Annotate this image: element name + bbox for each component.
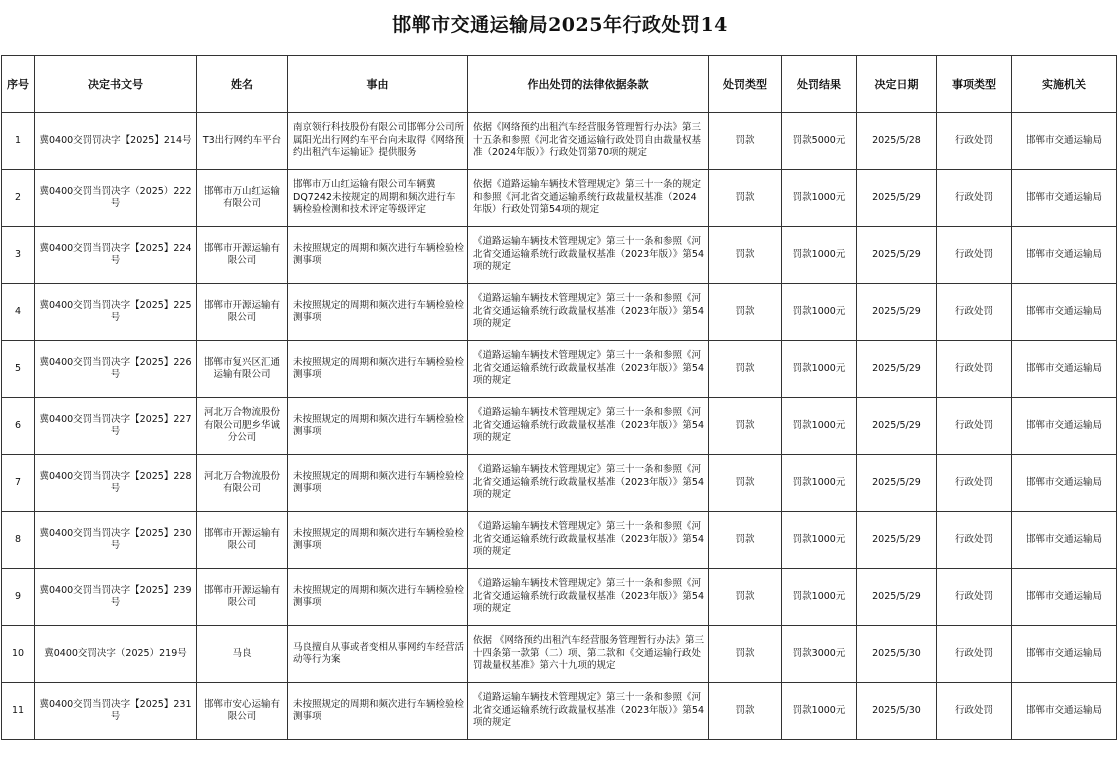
table-row	[2, 341, 1117, 398]
header-legal-basis: 作出处罚的法律依据条款	[468, 56, 709, 113]
penalty-table	[1, 55, 1117, 740]
cell-seq: 8	[2, 512, 35, 569]
cell-penalty-type: 罚款	[709, 455, 782, 512]
cell-seq: 7	[2, 455, 35, 512]
cell-legal-basis: 《道路运输车辆技术管理规定》第三十一条和参照《河北省交通运输系统行政裁量权基准（2023年版）》第54项的规定	[468, 569, 709, 626]
cell-doc-number: 冀0400交罚决字（2025）219号	[35, 626, 197, 683]
cell-penalty-type: 罚款	[709, 398, 782, 455]
cell-agency: 邯郸市交通运输局	[1012, 398, 1117, 455]
cell-agency: 邯郸市交通运输局	[1012, 455, 1117, 512]
cell-penalty-type: 罚款	[709, 170, 782, 227]
header-seq: 序号	[2, 56, 35, 113]
cell-agency: 邯郸市交通运输局	[1012, 683, 1117, 740]
table-row	[2, 569, 1117, 626]
cell-penalty-type: 罚款	[709, 284, 782, 341]
cell-name: T3出行网约车平台	[197, 113, 288, 170]
cell-reason: 未按照规定的周期和频次进行车辆检验检测事项	[288, 398, 468, 455]
cell-reason: 未按照规定的周期和频次进行车辆检验检测事项	[288, 341, 468, 398]
cell-matter-type: 行政处罚	[937, 569, 1012, 626]
cell-decision-date: 2025/5/28	[857, 113, 937, 170]
cell-matter-type: 行政处罚	[937, 512, 1012, 569]
cell-name: 邯郸市安心运输有限公司	[197, 683, 288, 740]
cell-doc-number: 冀0400交罚当罚决字【2025】230号	[35, 512, 197, 569]
cell-reason: 邯郸市万山红运输有限公司车辆冀DQ7242未按规定的周期和频次进行车辆检验检测和技术评定等级评定	[288, 170, 468, 227]
header-reason: 事由	[288, 56, 468, 113]
cell-penalty-type: 罚款	[709, 341, 782, 398]
cell-seq: 5	[2, 341, 35, 398]
cell-decision-date: 2025/5/30	[857, 626, 937, 683]
table-row	[2, 683, 1117, 740]
cell-name: 河北万合物流股份有限公司肥乡华诚分公司	[197, 398, 288, 455]
cell-seq: 10	[2, 626, 35, 683]
cell-decision-date: 2025/5/29	[857, 398, 937, 455]
cell-legal-basis: 《道路运输车辆技术管理规定》第三十一条和参照《河北省交通运输系统行政裁量权基准（2023年版）》第54项的规定	[468, 455, 709, 512]
cell-penalty-result: 罚款1000元	[782, 398, 857, 455]
cell-seq: 4	[2, 284, 35, 341]
cell-reason: 未按照规定的周期和频次进行车辆检验检测事项	[288, 683, 468, 740]
cell-penalty-result: 罚款5000元	[782, 113, 857, 170]
cell-decision-date: 2025/5/29	[857, 455, 937, 512]
cell-doc-number: 冀0400交罚当罚决字【2025】224号	[35, 227, 197, 284]
table-row	[2, 455, 1117, 512]
cell-penalty-result: 罚款1000元	[782, 227, 857, 284]
cell-matter-type: 行政处罚	[937, 227, 1012, 284]
cell-doc-number: 冀0400交罚当罚决字【2025】225号	[35, 284, 197, 341]
cell-decision-date: 2025/5/30	[857, 683, 937, 740]
cell-agency: 邯郸市交通运输局	[1012, 341, 1117, 398]
cell-decision-date: 2025/5/29	[857, 512, 937, 569]
cell-legal-basis: 《道路运输车辆技术管理规定》第三十一条和参照《河北省交通运输系统行政裁量权基准（2023年版）》第54项的规定	[468, 341, 709, 398]
cell-seq: 3	[2, 227, 35, 284]
cell-name: 邯郸市开源运输有限公司	[197, 512, 288, 569]
cell-matter-type: 行政处罚	[937, 683, 1012, 740]
cell-penalty-result: 罚款1000元	[782, 284, 857, 341]
cell-doc-number: 冀0400交罚罚决字【2025】214号	[35, 113, 197, 170]
cell-agency: 邯郸市交通运输局	[1012, 569, 1117, 626]
cell-name: 邯郸市开源运输有限公司	[197, 284, 288, 341]
cell-seq: 2	[2, 170, 35, 227]
cell-doc-number: 冀0400交罚当罚决字【2025】231号	[35, 683, 197, 740]
cell-penalty-result: 罚款1000元	[782, 455, 857, 512]
cell-decision-date: 2025/5/29	[857, 227, 937, 284]
cell-penalty-type: 罚款	[709, 227, 782, 284]
cell-agency: 邯郸市交通运输局	[1012, 170, 1117, 227]
cell-doc-number: 冀0400交罚当罚决字【2025】239号	[35, 569, 197, 626]
cell-seq: 1	[2, 113, 35, 170]
page-title: 邯郸市交通运输局2025年行政处罚14	[392, 14, 728, 36]
cell-agency: 邯郸市交通运输局	[1012, 227, 1117, 284]
cell-reason: 未按照规定的周期和频次进行车辆检验检测事项	[288, 284, 468, 341]
table-row	[2, 398, 1117, 455]
cell-agency: 邯郸市交通运输局	[1012, 113, 1117, 170]
cell-agency: 邯郸市交通运输局	[1012, 626, 1117, 683]
cell-name: 邯郸市开源运输有限公司	[197, 569, 288, 626]
cell-penalty-type: 罚款	[709, 683, 782, 740]
cell-legal-basis: 《道路运输车辆技术管理规定》第三十一条和参照《河北省交通运输系统行政裁量权基准（2023年版）》第54项的规定	[468, 227, 709, 284]
header-doc-number: 决定书文号	[35, 56, 197, 113]
table-row	[2, 626, 1117, 683]
table-row	[2, 113, 1117, 170]
cell-name: 河北万合物流股份有限公司	[197, 455, 288, 512]
cell-matter-type: 行政处罚	[937, 398, 1012, 455]
cell-decision-date: 2025/5/29	[857, 569, 937, 626]
cell-seq: 9	[2, 569, 35, 626]
cell-name: 邯郸市万山红运输有限公司	[197, 170, 288, 227]
header-name: 姓名	[197, 56, 288, 113]
cell-legal-basis: 《道路运输车辆技术管理规定》第三十一条和参照《河北省交通运输系统行政裁量权基准（2023年版）》第54项的规定	[468, 683, 709, 740]
cell-agency: 邯郸市交通运输局	[1012, 284, 1117, 341]
cell-name: 邯郸市开源运输有限公司	[197, 227, 288, 284]
header-decision-date: 决定日期	[857, 56, 937, 113]
table-row	[2, 284, 1117, 341]
cell-matter-type: 行政处罚	[937, 170, 1012, 227]
cell-legal-basis: 依据《网络预约出租汽车经营服务管理暂行办法》第三十五条和参照《河北省交通运输行政处罚自由裁量权基准（2024年版）》行政处罚第70项的规定	[468, 113, 709, 170]
cell-legal-basis: 《道路运输车辆技术管理规定》第三十一条和参照《河北省交通运输系统行政裁量权基准（2023年版）》第54项的规定	[468, 284, 709, 341]
table-row	[2, 512, 1117, 569]
header-penalty-type: 处罚类型	[709, 56, 782, 113]
cell-legal-basis: 《道路运输车辆技术管理规定》第三十一条和参照《河北省交通运输系统行政裁量权基准（2023年版）》第54项的规定	[468, 512, 709, 569]
table-row	[2, 227, 1117, 284]
cell-doc-number: 冀0400交罚当罚决字【2025】227号	[35, 398, 197, 455]
cell-name: 邯郸市复兴区汇通运输有限公司	[197, 341, 288, 398]
cell-matter-type: 行政处罚	[937, 284, 1012, 341]
cell-matter-type: 行政处罚	[937, 626, 1012, 683]
header-penalty-result: 处罚结果	[782, 56, 857, 113]
cell-reason: 马良擅自从事或者变相从事网约车经营活动等行为案	[288, 626, 468, 683]
cell-reason: 未按照规定的周期和频次进行车辆检验检测事项	[288, 512, 468, 569]
cell-agency: 邯郸市交通运输局	[1012, 512, 1117, 569]
table-header-row	[2, 56, 1117, 113]
cell-decision-date: 2025/5/29	[857, 284, 937, 341]
cell-penalty-type: 罚款	[709, 512, 782, 569]
cell-penalty-result: 罚款1000元	[782, 683, 857, 740]
cell-seq: 11	[2, 683, 35, 740]
cell-penalty-type: 罚款	[709, 113, 782, 170]
cell-reason: 未按照规定的周期和频次进行车辆检验检测事项	[288, 227, 468, 284]
cell-doc-number: 冀0400交罚当罚决字（2025）222号	[35, 170, 197, 227]
cell-seq: 6	[2, 398, 35, 455]
cell-matter-type: 行政处罚	[937, 341, 1012, 398]
cell-reason: 未按照规定的周期和频次进行车辆检验检测事项	[288, 569, 468, 626]
cell-penalty-result: 罚款1000元	[782, 512, 857, 569]
table-row	[2, 170, 1117, 227]
cell-penalty-result: 罚款1000元	[782, 341, 857, 398]
cell-reason: 未按照规定的周期和频次进行车辆检验检测事项	[288, 455, 468, 512]
cell-matter-type: 行政处罚	[937, 113, 1012, 170]
cell-legal-basis: 依据 《网络预约出租汽车经营服务管理暂行办法》第三十四条第一款第（二）项、第二款和《交通运输行政处罚裁量权基准》第六十九项的规定	[468, 626, 709, 683]
header-agency: 实施机关	[1012, 56, 1117, 113]
cell-name: 马良	[197, 626, 288, 683]
cell-decision-date: 2025/5/29	[857, 341, 937, 398]
cell-penalty-result: 罚款1000元	[782, 569, 857, 626]
header-matter-type: 事项类型	[937, 56, 1012, 113]
cell-penalty-type: 罚款	[709, 569, 782, 626]
cell-legal-basis: 《道路运输车辆技术管理规定》第三十一条和参照《河北省交通运输系统行政裁量权基准（2023年版）》第54项的规定	[468, 398, 709, 455]
cell-doc-number: 冀0400交罚当罚决字【2025】226号	[35, 341, 197, 398]
cell-penalty-result: 罚款1000元	[782, 170, 857, 227]
cell-doc-number: 冀0400交罚当罚决字【2025】228号	[35, 455, 197, 512]
cell-matter-type: 行政处罚	[937, 455, 1012, 512]
cell-penalty-result: 罚款3000元	[782, 626, 857, 683]
cell-decision-date: 2025/5/29	[857, 170, 937, 227]
cell-legal-basis: 依据《道路运输车辆技术管理规定》第三十一条的规定和参照《河北省交通运输系统行政裁量权基准（2024年版）行政处罚第54项的规定	[468, 170, 709, 227]
cell-reason: 南京领行科技股份有限公司邯郸分公司所属阳光出行网约车平台向未取得《网络预约出租汽车运输证》提供服务	[288, 113, 468, 170]
cell-penalty-type: 罚款	[709, 626, 782, 683]
